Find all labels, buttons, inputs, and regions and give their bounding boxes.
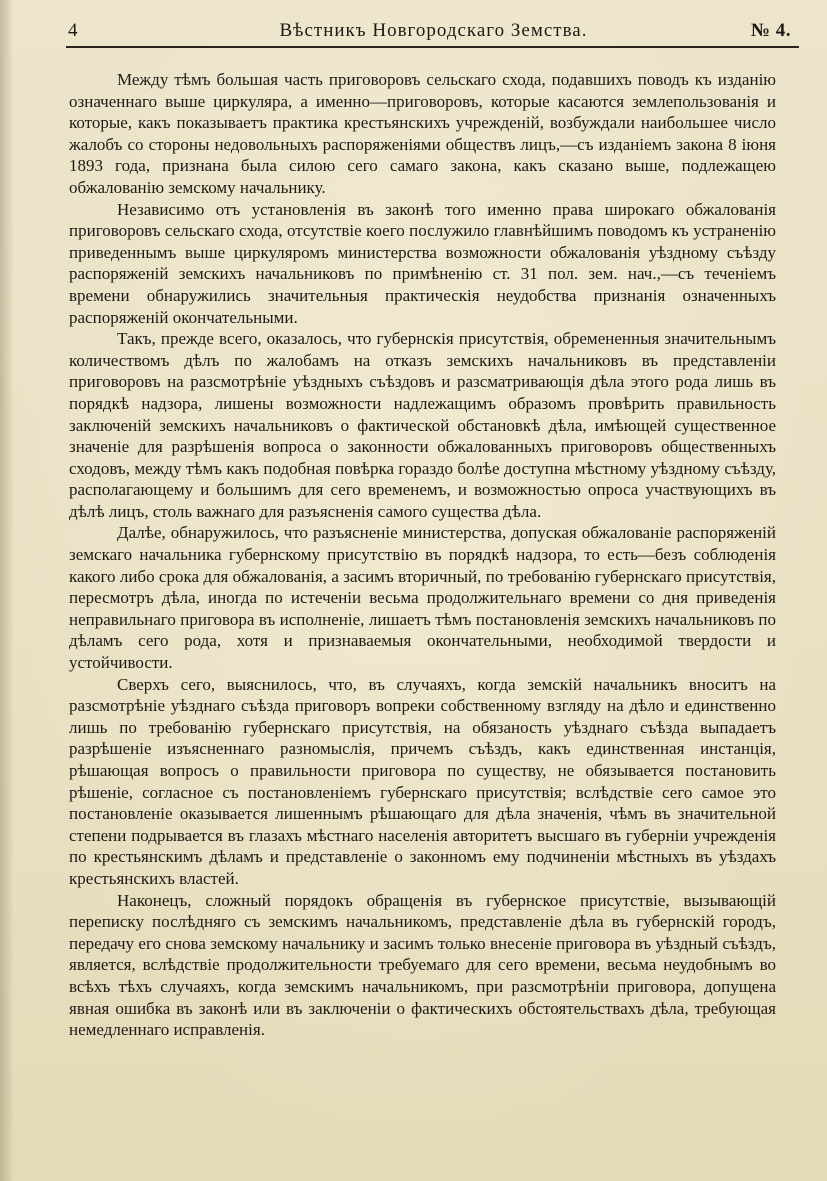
paragraph: Сверхъ сего, выяснилось, что, въ случаяхъ, когда земскій начальникъ вноситъ на разсмотрѣніе уѣзднаго съѣзда приговоръ вопреки собственному взгляду на дѣло и единственно лишь по требованію губернскаго присутствія, на обязаность уѣзднаго съѣзда выпадаетъ разрѣшеніе изъясненнаго разномыслія, причемъ съѣздъ, какъ единственная инстанція, рѣшающая вопросъ о правильности приговора по существу, не обязывается постановить рѣшеніе, согласное съ постановленіемъ губернскаго присутствія; вслѣдствіе сего самое это постановленіе оказывается лишеннымъ рѣшающаго для дѣла значенія, чѣмъ въ значительной степени подрывается въ глазахъ мѣстнаго населенія авторитетъ высшаго въ губерніи учрежденія по крестьянскимъ дѣламъ и представленіе о законномъ ему подчиненіи мѣстныхъ въ уѣздахъ крестьянскихъ властей. bbox=[69, 674, 776, 888]
page-number: 4 bbox=[68, 20, 78, 41]
paragraph: Далѣе, обнаружилось, что разъясненіе министерства, допуская обжалованіе распоряженій земскаго начальника губернскому присутствію въ порядкѣ надзора, то есть—безъ соблюденія какого либо срока для обжалованія, а засимъ вторичный, по требованію губернскаго присутствія, пересмотръ дѣла, иногда по истеченіи весьма продолжительнаго времени со дня приведенія неправильнаго приговора въ исполненіе, лишаетъ тѣмъ постановленія земскихъ начальниковъ по дѣламъ сего рода, хотя и признаваемыя окончательными, необходимой твердости и устойчивости. bbox=[69, 523, 776, 673]
paragraph: Такъ, прежде всего, оказалось, что губернскія присутствія, обремененныя значительнымъ количествомъ дѣлъ по жалобамъ на отказъ земскихъ начальниковъ въ представленіи приговоровъ на разсмотрѣніе уѣздныхъ съѣздовъ и разсматривающія дѣла этого рода лишь въ порядкѣ надзора, лишены возможности надлежащимъ образомъ провѣрить правильность заключеній земскихъ начальниковъ о фактической обстановкѣ дѣла, имѣющей существенное значеніе для разрѣшенія вопроса о законности обжалованныхъ приговоровъ общественныхъ сходовъ, между тѣмъ какъ подобная повѣрка гораздо болѣе доступна мѣстному уѣздному съѣзду, располагающему и большимъ для сего временемъ, и возможностью опроса участвующихъ въ дѣлѣ лицъ, столь важнаго для разъясненія самого существа дѣла. bbox=[69, 329, 776, 521]
journal-title: Вѣстникъ Новгородскаго Земства. bbox=[279, 20, 588, 41]
body-text bbox=[69, 69, 776, 1041]
issue-number: № 4. bbox=[750, 20, 791, 41]
header-rule bbox=[66, 46, 799, 48]
paragraph: Независимо отъ установленія въ законѣ того именно права широкаго обжалованія приговоровъ сельскаго схода, отсутствіе коего послужило главнѣйшимъ поводомъ къ устраненію приведеннымъ выше циркуляромъ министерства возможности обжалованія уѣздному съѣзду распоряженій земскихъ начальниковъ по примѣненію ст. 31 пол. зем. нач.,—съ теченіемъ времени обнаружились значительныя практическія неудобства признанія означенныхъ распоряженій окончательными. bbox=[69, 199, 776, 327]
paragraph: Между тѣмъ большая часть приговоровъ сельскаго схода, подавшихъ поводъ къ изданію означеннаго выше циркуляра, а именно—приговоровъ, которые касаются землепользованія и которые, какъ показываетъ практика крестьянскихъ учрежденій, возбуждали наибольшее число жалобъ со стороны недовольныхъ распоряженіями обществъ лицъ,—съ изданіемъ закона 8 іюня 1893 года, признана была силою сего самаго закона, какъ сказано выше, подлежащею обжалованію земскому начальнику. bbox=[69, 70, 776, 197]
page-binding-shadow bbox=[0, 0, 14, 1181]
paragraph: Наконецъ, сложный порядокъ обращенія въ губернское присутствіе, вызывающій переписку послѣдняго съ земскимъ начальникомъ, представленіе дѣла въ губернскій городъ, передачу его снова земскому начальнику и засимъ только внесеніе приговора въ уѣздный съѣздъ, является, вслѣдствіе продолжительности требуемаго для сего времени, весьма неудобнымъ во всѣхъ тѣхъ случаяхъ, когда земскимъ начальникомъ, при разсмотрѣніи приговора, допущена явная ошибка въ законѣ или въ заключеніи о фактическихъ обстоятельствахъ дѣла, требующая немедленнаго исправленія. bbox=[69, 890, 776, 1040]
running-header bbox=[62, 18, 805, 48]
